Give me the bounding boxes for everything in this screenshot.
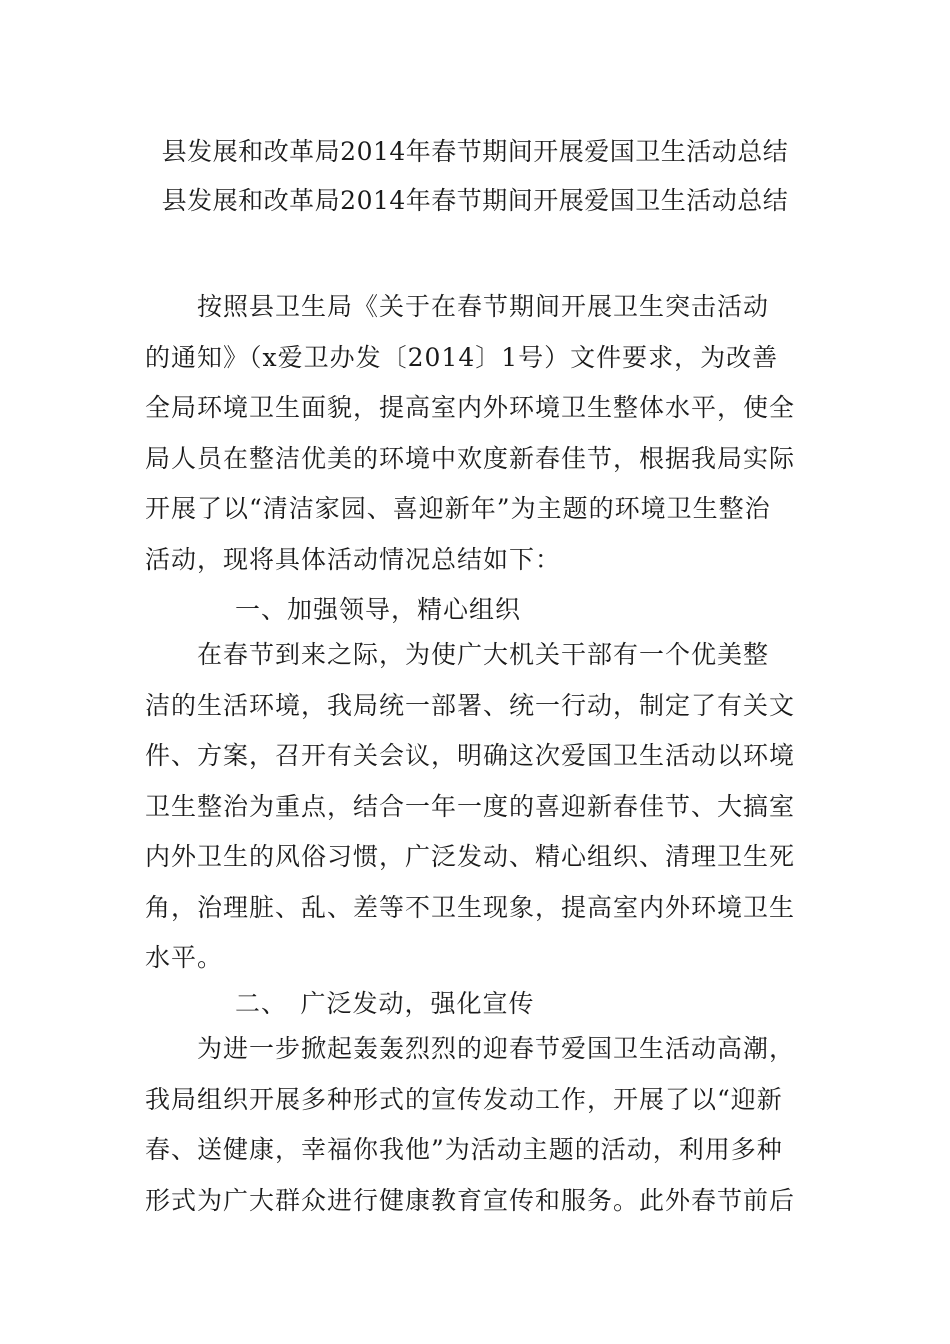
paragraph-publicity bbox=[145, 1024, 835, 1226]
section-heading-2 bbox=[145, 979, 835, 1030]
document-title-repeat: 县发展和改革局2014年春节期间开展爱国卫生活动总结 bbox=[161, 186, 789, 215]
paragraph-line: 全局环境卫生面貌，提高室内外环境卫生整体水平，使全 bbox=[145, 393, 796, 422]
paragraph-line: 内外卫生的风俗习惯，广泛发动、精心组织、清理卫生死 bbox=[145, 842, 796, 871]
paragraph-line: 件、方案，召开有关会议，明确这次爱国卫生活动以环境 bbox=[145, 741, 796, 770]
paragraph-line: 洁的生活环境，我局统一部署、统一行动，制定了有关文 bbox=[145, 690, 796, 720]
paragraph-line: 卫生整治为重点，结合一年一度的喜迎新春佳节、大搞室 bbox=[145, 791, 796, 821]
paragraph-line: 形式为广大群众进行健康教育宣传和服务。此外春节前后 bbox=[145, 1185, 796, 1215]
section-heading-1 bbox=[145, 585, 835, 636]
paragraph-line: 为进一步掀起轰轰烈烈的迎春节爱国卫生活动高潮， bbox=[145, 1034, 796, 1063]
paragraph-line: 按照县卫生局《关于在春节期间开展卫生突击活动 bbox=[145, 292, 770, 321]
paragraph-line: 角，治理脏、乱、差等不卫生现象，提高室内外环境卫生 bbox=[145, 892, 796, 922]
section-heading-text: 二、 广泛发动，强化宣传 bbox=[235, 989, 535, 1018]
paragraph-line: 春、送健康，幸福你我他”为活动主题的活动，利用多种 bbox=[145, 1135, 783, 1164]
section-heading-text: 一、加强领导，精心组织 bbox=[235, 595, 522, 624]
paragraph-line: 活动，现将具体活动情况总结如下： bbox=[145, 544, 562, 574]
paragraph-intro bbox=[145, 282, 835, 585]
paragraph-line: 水平。 bbox=[145, 943, 224, 972]
paragraph-line: 开展了以“清洁家园、喜迎新年”为主题的环境卫生整治 bbox=[145, 494, 771, 523]
paragraph-line: 在春节到来之际，为使广大机关干部有一个优美整 bbox=[145, 640, 770, 669]
paragraph-line: 我局组织开展多种形式的宣传发动工作，开展了以“迎新 bbox=[145, 1084, 783, 1114]
paragraph-leadership bbox=[145, 630, 835, 984]
document-title: 县发展和改革局2014年春节期间开展爱国卫生活动总结 bbox=[161, 137, 789, 166]
paragraph-line: 局人员在整洁优美的环境中欢度新春佳节，根据我局实际 bbox=[145, 443, 796, 473]
paragraph-line: 的通知》（x爱卫办发〔2014〕1号）文件要求，为改善 bbox=[145, 342, 779, 372]
